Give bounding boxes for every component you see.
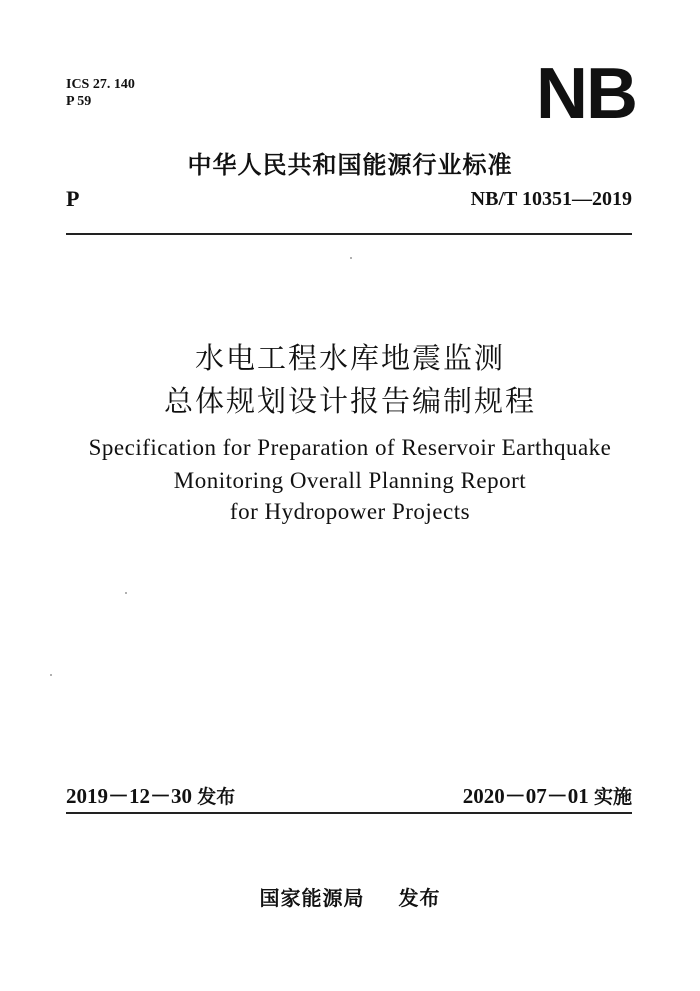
english-title-line-1: Specification for Preparation of Reservoir Earthquake (88, 435, 612, 460)
ccs-code: P 59 (66, 94, 92, 109)
issue-date (66, 780, 235, 810)
chinese-title-line-2: 总体规划设计报告编制规程 (163, 384, 536, 418)
chinese-title-line-1: 水电工程水库地震监测 (194, 341, 505, 375)
publish-label: 发布 (398, 886, 441, 910)
nb-logo: NB (536, 54, 636, 134)
footer-divider (66, 812, 632, 814)
english-title-line-2: Monitoring Overall Planning Report (173, 468, 527, 493)
classification-codes (66, 76, 135, 110)
category-code: P (66, 186, 80, 211)
publisher (0, 882, 700, 911)
header-divider (66, 233, 632, 235)
ics-code: ICS 27. 140 (66, 77, 135, 92)
scan-speck (50, 674, 52, 676)
issue-date-label: 发布 (197, 786, 236, 808)
implementation-date-label: 实施 (593, 786, 632, 808)
implementation-date-value: 2020－07－01 (462, 784, 589, 808)
english-title-line-3: for Hydropower Projects (229, 499, 471, 524)
standard-number: NB/T 10351—2019 (470, 188, 632, 210)
scan-speck (350, 257, 352, 259)
scan-speck (125, 592, 127, 594)
publisher-name: 国家能源局 (259, 886, 365, 910)
issue-date-value: 2019－12－30 (66, 784, 192, 808)
implementation-date (463, 780, 632, 810)
industry-standard-title: 中华人民共和国能源行业标准 (187, 151, 513, 179)
